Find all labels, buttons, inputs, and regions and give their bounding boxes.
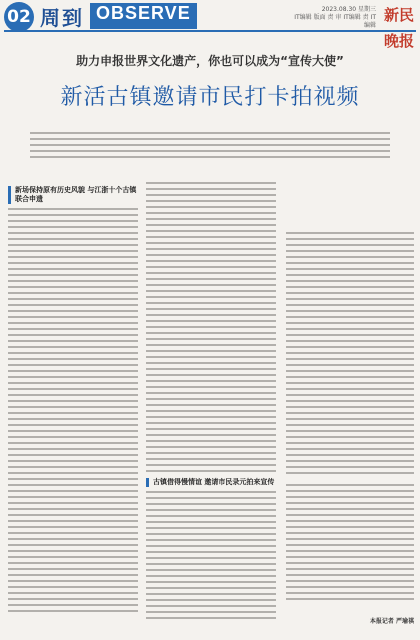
editor-line: IT编辑 版面 责 审 IT编辑 责 IT编辑 xyxy=(294,14,376,29)
article-kicker: 助力申报世界文化遗产，你也可以成为“宣传大使” xyxy=(76,54,344,68)
subhead-2: 古镇借得慢情谊 邀请市民录元拍来宣传 xyxy=(146,478,276,487)
body-text-lines xyxy=(286,484,414,600)
body-column-3 xyxy=(286,182,414,634)
body-column-2 xyxy=(146,182,276,634)
issue-info xyxy=(290,6,376,30)
body-text-lines xyxy=(146,182,276,474)
issue-date: 2023.08.30 星期三 xyxy=(321,6,376,13)
body-text-lines xyxy=(286,232,414,478)
newspaper-logo: 新民晚报 xyxy=(383,6,414,50)
masthead xyxy=(0,0,420,50)
article-lead xyxy=(30,132,390,162)
body-column-1 xyxy=(8,182,138,634)
body-text-lines xyxy=(8,208,138,613)
header-rule xyxy=(4,30,416,32)
page-number: 02 xyxy=(4,2,34,32)
section-title-en: OBSERVE xyxy=(90,3,197,29)
lead-text-lines xyxy=(30,132,390,162)
body-text-lines xyxy=(146,491,276,619)
subhead-1: 新场保持原有历史风貌 与江浙十个古镇联合申遗 xyxy=(8,186,138,204)
article-headline: 新活古镇邀请市民打卡拍视频 xyxy=(60,85,360,110)
section-title-cn: 周到 xyxy=(40,6,84,30)
byline: 本报记者 严瑜祺 xyxy=(369,618,414,625)
